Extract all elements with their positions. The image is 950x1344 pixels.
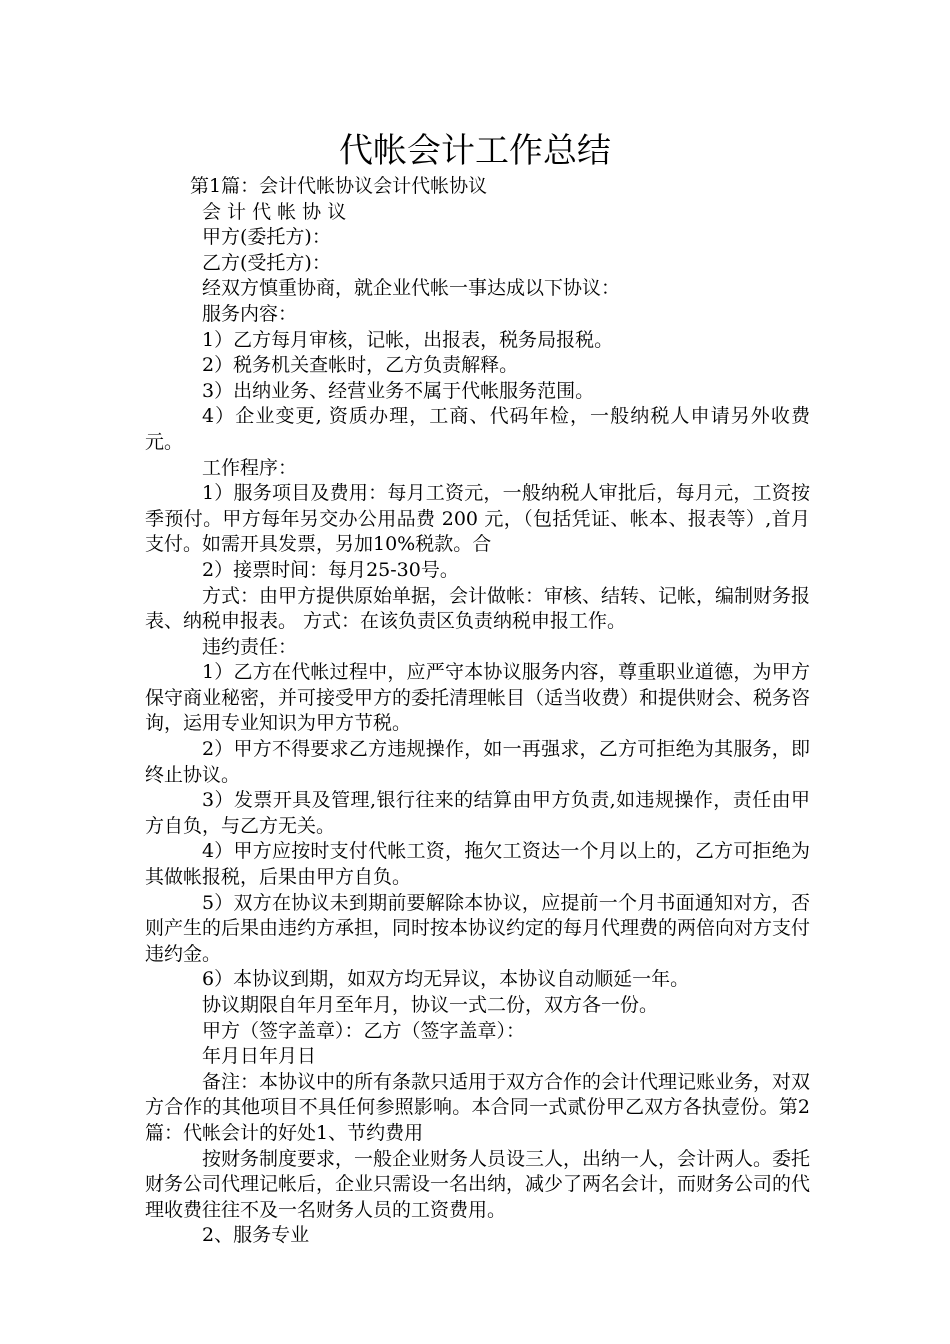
paragraph-dates: 年月日年月日 bbox=[202, 1045, 317, 1068]
paragraph-party-b: 乙方(受托方)： bbox=[202, 251, 331, 274]
paragraph-procedure-heading: 工作程序： bbox=[202, 456, 298, 479]
document-title: 代帐会计工作总结 bbox=[339, 131, 611, 171]
paragraph-liability-heading: 违约责任： bbox=[202, 635, 298, 658]
paragraph-term: 协议期限自年月至年月，协议一式二份，双方各一份。 bbox=[202, 994, 659, 1016]
paragraph-remarks: 备注：本协议中的所有条款只适用于双方合作的会计代理记账业务，对双方合作的其他项目不具任何参照影响。本合同一式贰份甲乙双方各执壹份。第2篇：代帐会计的好处1、节约费用 bbox=[145, 1070, 811, 1144]
paragraph-service-2: 2）税务机关查帐时，乙方负责解释。 bbox=[202, 354, 519, 377]
paragraph-professional-service: 2、服务专业 bbox=[202, 1224, 310, 1247]
paragraph-service-1: 1）乙方每月审核，记帐，出报表，税务局报税。 bbox=[202, 328, 614, 351]
paragraph-liability-5: 5）双方在协议未到期前要解除本协议，应提前一个月书面通知对方，否则产生的后果由违约方承担，同时按本协议约定的每月代理费的两倍向对方支付违约金。 bbox=[145, 891, 811, 965]
paragraph-signatures: 甲方（签字盖章）：乙方（签字盖章）： bbox=[202, 1019, 526, 1042]
paragraph-liability-6: 6）本协议到期，如双方均无异议，本协议自动顺延一年。 bbox=[202, 968, 690, 991]
document-body bbox=[145, 174, 810, 1249]
paragraph-party-a: 甲方(委托方)： bbox=[202, 226, 331, 249]
paragraph-service-4: 4）企业变更, 资质办理，工商、代码年检，一般纳税人申请另外收费元。 bbox=[145, 405, 810, 453]
paragraph-liability-3: 3）发票开具及管理,银行往来的结算由甲方负责,如违规操作，责任由甲方自负，与乙方无关。 bbox=[145, 789, 810, 837]
paragraph-agreement-title: 会 计 代 帐 协 议 bbox=[202, 200, 347, 223]
paragraph-liability-1: 1）乙方在代帐过程中，应严守本协议服务内容，尊重职业道德，为甲方保守商业秘密，并可接受甲方的委托清理帐目（适当收费）和提供财会、税务咨询，运用专业知识为甲方节税。 bbox=[145, 661, 811, 735]
paragraph-liability-4: 4）甲方应按时支付代帐工资，拖欠工资达一个月以上的，乙方可拒绝为其做帐报税，后果由甲方自负。 bbox=[145, 840, 810, 889]
paragraph-intro: 经双方慎重协商，就企业代帐一事达成以下协议： bbox=[202, 277, 621, 300]
paragraph-service-3: 3）出纳业务、经营业务不属于代帐服务范围。 bbox=[202, 379, 595, 402]
paragraph-cost-saving: 按财务制度要求，一般企业财务人员设三人，出纳一人，会计两人。委托财务公司代理记帐后，企业只需设一名出纳，减少了两名会计，而财务公司的代理收费往往不及一名财务人员的工资费用。 bbox=[145, 1147, 811, 1221]
paragraph-service-heading: 服务内容： bbox=[202, 302, 298, 325]
paragraph-procedure-2: 2）接票时间：每月25-30号。 bbox=[202, 558, 459, 581]
paragraph-procedure-1: 1）服务项目及费用：每月工资元，一般纳税人审批后，每月元，工资按季预付。甲方每年另交办公用品费 200 元，（包括凭证、帐本、报表等）,首月支付。如需开具发票，另加10%税款。合 bbox=[145, 482, 810, 556]
paragraph-procedure-method: 方式：由甲方提供原始单据，会计做帐：审核、结转、记帐，编制财务报表、纳税申报表。 方式：在该负责区负责纳税申报工作。 bbox=[145, 584, 811, 633]
paragraph-heading-part-1: 第1篇：会计代帐协议会计代帐协议 bbox=[190, 175, 488, 197]
paragraph-liability-2: 2）甲方不得要求乙方违规操作，如一再强求，乙方可拒绝为其服务，即终止协议。 bbox=[145, 738, 810, 786]
